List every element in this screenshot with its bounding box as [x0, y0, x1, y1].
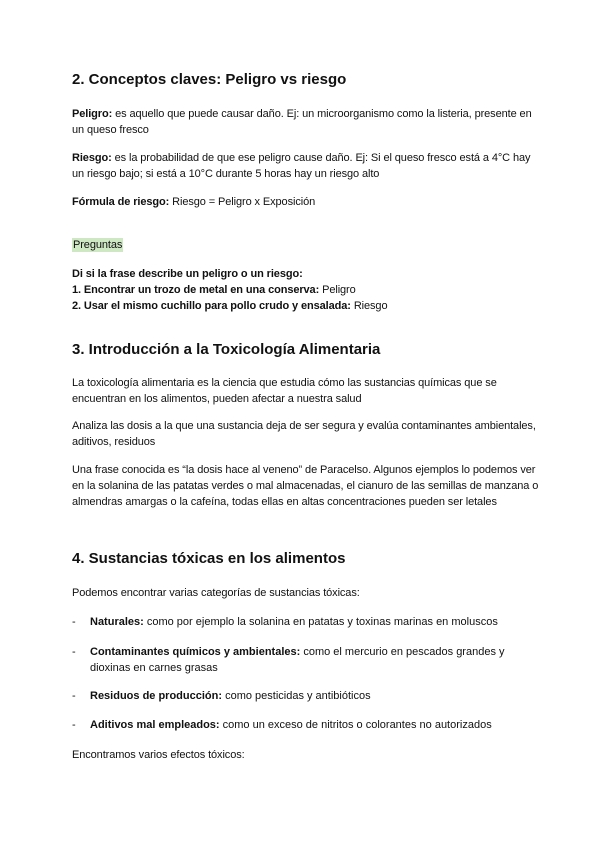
question-2: 2. Usar el mismo cuchillo para pollo crudo y ensalada:	[72, 300, 351, 312]
list-item	[72, 644, 535, 676]
list-dash: -	[72, 616, 76, 628]
answer-2: Riesgo	[350, 300, 388, 312]
list-item-text: como pesticidas y antibióticos	[222, 690, 371, 702]
list-item-term: Residuos de producción:	[90, 690, 223, 702]
question-intro: Di si la frase describe un peligro o un riesgo:	[72, 268, 303, 280]
section-4-intro: Podemos encontrar varias categorías de sustancias tóxicas:	[72, 587, 360, 599]
section-3-paragraph-2: Analiza las dosis a la que una sustancia deja de ser segura y evalúa contaminantes ambientales, aditivos, residuos	[72, 420, 536, 448]
preguntas-highlight: Preguntas	[73, 239, 123, 251]
list-item	[72, 688, 535, 704]
peligro-definition	[72, 106, 542, 138]
section-3-paragraph-1: La toxicología alimentaria es la ciencia que estudia cómo las sustancias químicas que se encuentran en los alimentos, pueden afectar a nuestra salud	[72, 377, 497, 405]
preguntas-line	[72, 237, 542, 253]
list-item-text: como un exceso de nitritos o colorantes no autorizados	[219, 719, 492, 731]
list-item-term: Contaminantes químicos y ambientales:	[90, 646, 301, 658]
riesgo-definition	[72, 150, 542, 182]
list-item-text: como por ejemplo la solanina en patatas y toxinas marinas en moluscos	[143, 616, 498, 628]
list-dash: -	[72, 646, 76, 658]
riesgo-term: Riesgo:	[72, 152, 112, 164]
list-item	[72, 614, 535, 630]
section-3-title: 3. Introducción a la Toxicología Alimentaria	[72, 341, 381, 358]
section-4-outro: Encontramos varios efectos tóxicos:	[72, 749, 245, 761]
formula-term: Fórmula de riesgo:	[72, 196, 170, 208]
answer-1: Peligro	[319, 284, 356, 296]
questions-block	[72, 266, 542, 314]
formula-text: Riesgo = Peligro x Exposición	[169, 196, 316, 208]
list-item	[72, 717, 535, 733]
list-item-text: como el mercurio en pescados grandes y dioxinas en carnes grasas	[90, 646, 505, 674]
question-1: 1. Encontrar un trozo de metal en una conserva:	[72, 284, 320, 296]
section-4-title: 4. Sustancias tóxicas en los alimentos	[72, 550, 346, 567]
list-item-term: Aditivos mal empleados:	[90, 719, 220, 731]
riesgo-text: es la probabilidad de que ese peligro cause daño. Ej: Si el queso fresco está a 4°C hay un riesgo bajo; si está a 10°C durante 5 horas hay un riesgo alto	[72, 152, 531, 180]
section-2-title: 2. Conceptos claves: Peligro vs riesgo	[72, 71, 347, 88]
peligro-text: es aquello que puede causar daño. Ej: un microorganismo como la listeria, presente en un queso fresco	[72, 108, 532, 136]
list-item-term: Naturales:	[90, 616, 144, 628]
list-dash: -	[72, 690, 76, 702]
peligro-term: Peligro:	[72, 108, 113, 120]
formula-line	[72, 194, 542, 210]
list-dash: -	[72, 719, 76, 731]
section-3-paragraph-3: Una frase conocida es “la dosis hace al veneno” de Paracelso. Algunos ejemplos lo podemos ver en la solanina de las patatas verdes o mal almacenadas, el cianuro de las semillas de manzana o almendras amargas o la cafeína, todas ellas en altas concentraciones pueden ser letales	[72, 464, 539, 508]
